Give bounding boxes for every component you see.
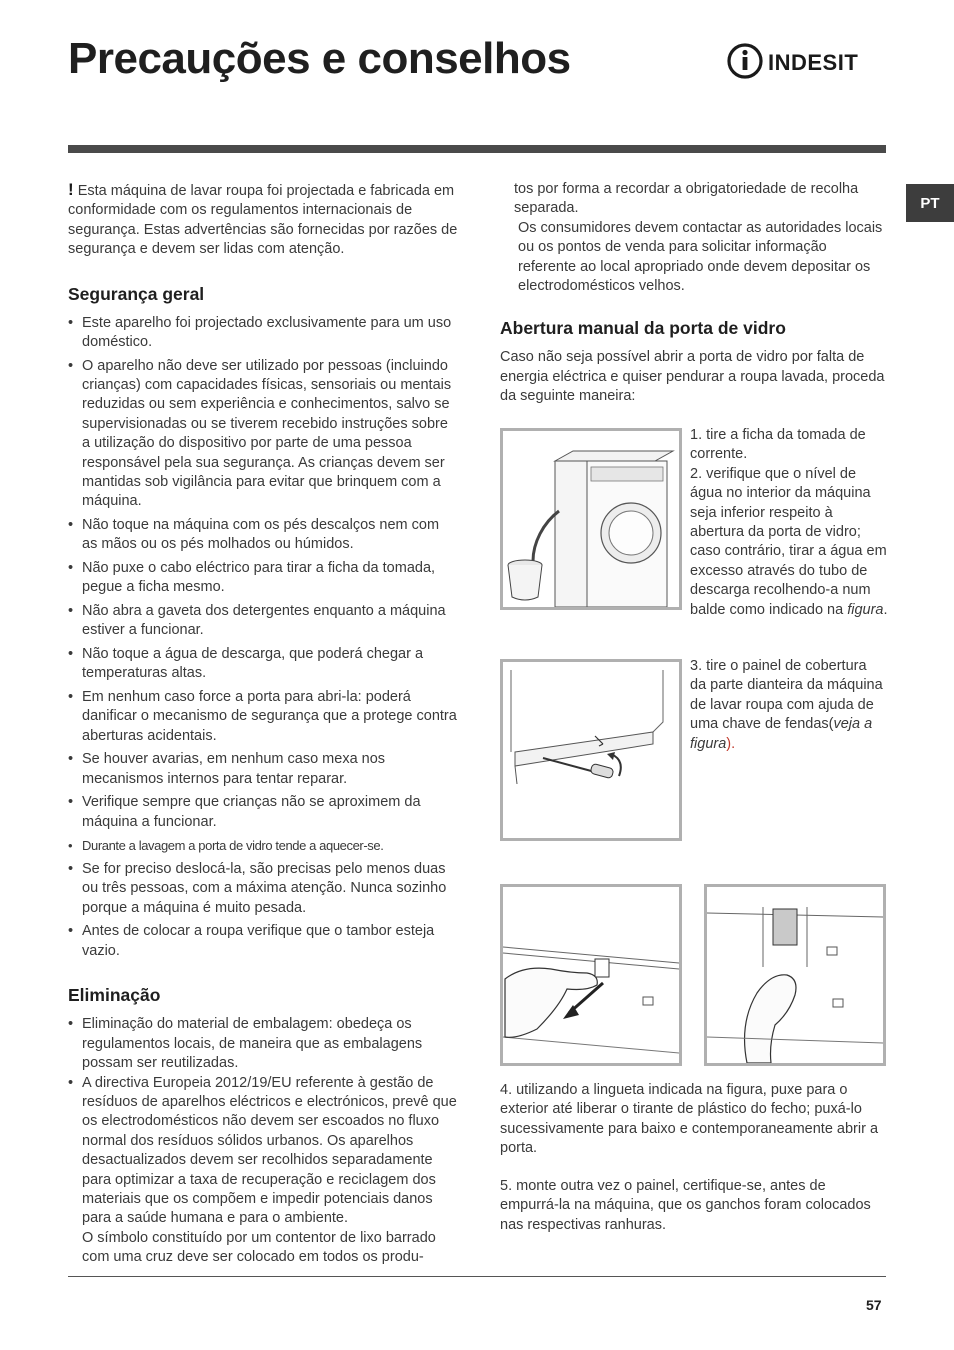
step-2-end: . <box>883 601 888 618</box>
continuation-text: tos por forma a recordar a obrigatoriedade de recolha separada. <box>514 181 859 217</box>
right-column <box>500 180 888 407</box>
heading-eliminacao: Eliminação <box>68 985 161 1006</box>
step-3-italic: veja a figura <box>690 716 873 752</box>
disposal-list <box>68 1015 458 1267</box>
list-item: • Eliminação do material de embalagem: obedeça os regulamentos locais, de maneira que as embalagens possam ser reutilizadas. <box>68 1015 458 1073</box>
step-3: 3. tire o painel de cobertura da parte dianteira da máquina de lavar roupa com ajuda de uma chave de fendas( <box>690 658 883 733</box>
brand-text: INDESIT <box>768 50 859 75</box>
disposal-continuation <box>500 180 888 296</box>
step-3-text <box>690 657 886 754</box>
list-item: • Em nenhum caso force a porta para abri-la: poderá danificar o mecanismo de segurança que a protege contra aberturas acidentais. <box>68 688 458 746</box>
step-2: 2. verifique que o nível de água no interior da máquina seja inferior respeito à abertura da porta de vidro; caso contrário, tirar a água em excesso através do tubo de descarga recolhendo-a num balde como indicado na <box>690 465 887 618</box>
symbol-text: O símbolo constituído por um contentor de lixo barrado com uma cruz deve ser colocado em todos os produ- <box>82 1229 436 1266</box>
step-3-end: ). <box>726 735 736 752</box>
page-title: Precauções e conselhos <box>68 34 571 83</box>
list-item: • Não toque na máquina com os pés descalços nem com as mãos ou os pés molhados ou húmidos. <box>68 516 458 555</box>
list-item: • Durante a lavagem a porta de vidro tende a aquecer-se. <box>68 836 458 855</box>
directive-text: A directiva Europeia 2012/19/EU referente à gestão de resíduos de aparelhos eléctricos e electrónicos, prevê que os electrodomésticos não devem ser escoados no fluxo normal dos resíduos sólidos urbanos. Os aparelhos desactualizados devem ser recolhidos separadamente para optimizar a taxa de recuperação e reciclagem dos materiais que os compõem e impedir potenciais danos para a saúde humana e para o ambiente. <box>82 1074 457 1227</box>
list-item: • O aparelho não deve ser utilizado por pessoas (incluindo crianças) com capacidades físicas, sensoriais ou mentais reduzidas ou sem experiência e conhecimentos, salvo se supervisionadas ou se tiverem recebido instruções sobre a utilização do dispositivo por parte de uma pessoa responsável pela sua segurança. As crianças devem ser mantidas sob vigilância para evitar que brinquem com a máquina. <box>68 357 458 512</box>
step-1: 1. tire a ficha da tomada de corrente. <box>690 427 866 463</box>
warning-mark: ! <box>68 180 74 199</box>
list-item: • Este aparelho foi projectado exclusivamente para um uso doméstico. <box>68 314 458 353</box>
page-number: 57 <box>866 1297 882 1313</box>
list-item: • Não toque a água de descarga, que poderá chegar a temperaturas altas. <box>68 645 458 684</box>
figure-pull-tab <box>500 884 682 1066</box>
footer-rule <box>68 1276 886 1277</box>
step-5: 5. monte outra vez o painel, certifique-se, antes de empurrá-la na máquina, que os ganchos foram colocados nas respectivas ranhuras. <box>500 1178 871 1233</box>
list-item: • Se for preciso deslocá-la, são precisas pelo menos duas ou três pessoas, com a máxima atenção. Nunca sozinho porque a máquina é muito pesada. <box>68 860 458 918</box>
indesit-logo <box>726 40 886 82</box>
list-item: • Não abra a gaveta dos detergentes enquanto a máquina estiver a funcionar. <box>68 602 458 641</box>
header-rule <box>68 145 886 153</box>
left-column <box>68 180 458 1268</box>
step-4: 4. utilizando a lingueta indicada na figura, puxe para o exterior até liberar o tirante de plástico do fecho; puxá-lo sucessivamente para baixo e contemporaneamente abrir a porta. <box>500 1082 879 1157</box>
continuation-text: Os consumidores devem contactar as autoridades locais ou os pontos de venda para solicitar informação referente ao local apropriado onde devem depositar os electrodomésticos velhos. <box>518 219 883 295</box>
intro-text: Esta máquina de lavar roupa foi projectada e fabricada em conformidade com os regulamentos internacionais de segurança. Estas advertências são fornecidas por razões de segurança e devem ser lidas com atenção. <box>68 183 458 258</box>
heading-seguranca: Segurança geral <box>68 283 205 304</box>
figure-pull-down <box>704 884 886 1066</box>
step-1-2-text <box>690 426 890 620</box>
intro-paragraph <box>68 180 458 260</box>
figure-drain-bucket <box>500 428 682 610</box>
figure-panel-removal <box>500 659 682 841</box>
list-item: • Antes de colocar a roupa verifique que o tambor esteja vazio. <box>68 922 458 961</box>
step-2-italic: figura <box>847 601 884 618</box>
list-item: • Verifique sempre que crianças não se aproximem da máquina a funcionar. <box>68 793 458 832</box>
heading-abertura: Abertura manual da porta de vidro <box>500 318 786 339</box>
abertura-intro: Caso não seja possível abrir a porta de vidro por falta de energia eléctrica e quiser pendurar a roupa lavada, proceda da seguinte maneira: <box>500 349 885 405</box>
list-item: • Não puxe o cabo eléctrico para tirar a ficha da tomada, pegue a ficha mesmo. <box>68 559 458 598</box>
list-item <box>68 1074 458 1268</box>
safety-list <box>68 314 458 962</box>
list-item: • Se houver avarias, em nenhum caso mexa nos mecanismos internos para tentar reparar. <box>68 750 458 789</box>
language-tab: PT <box>906 184 954 222</box>
